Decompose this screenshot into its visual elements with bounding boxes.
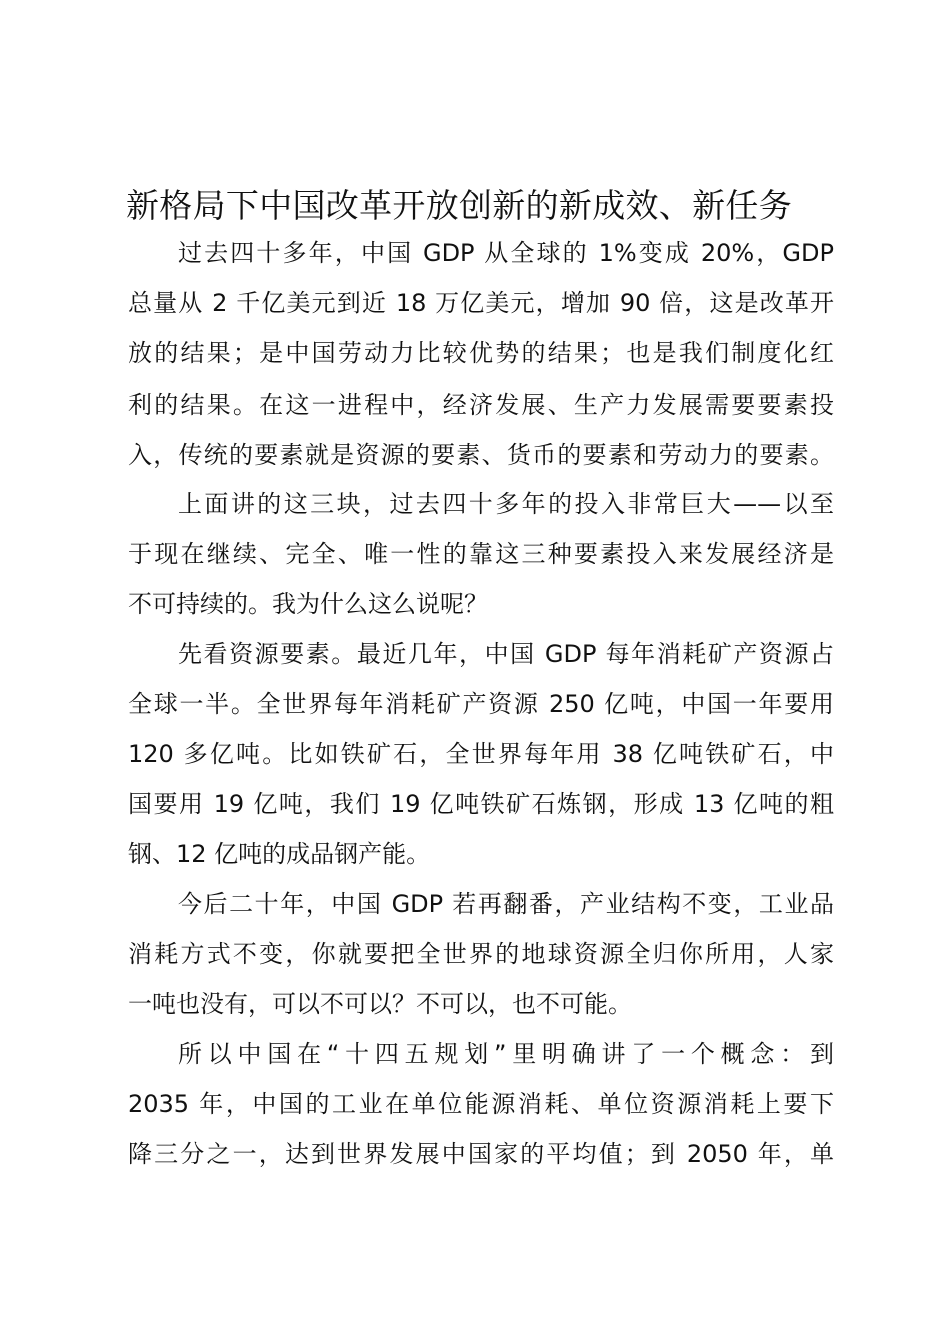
paragraph-line: 先看资源要素。最近几年，中国 GDP 每年消耗矿产资源占 xyxy=(178,640,834,668)
paragraph-line: 过去四十多年，中国 GDP 从全球的 1%变成 20%，GDP xyxy=(178,239,834,267)
paragraph-line: 利的结果。在这一进程中，经济发展、生产力发展需要要素投 xyxy=(128,391,834,419)
paragraph-line: 120 多亿吨。比如铁矿石，全世界每年用 38 亿吨铁矿石，中 xyxy=(128,740,834,768)
paragraph-line: 钢、12 亿吨的成品钢产能。 xyxy=(128,840,431,868)
paragraph-line: 国要用 19 亿吨，我们 19 亿吨铁矿石炼钢，形成 13 亿吨的粗 xyxy=(128,790,834,818)
paragraph-line: 2035 年，中国的工业在单位能源消耗、单位资源消耗上要下 xyxy=(128,1090,834,1118)
paragraph-line: 全球一半。全世界每年消耗矿产资源 250 亿吨，中国一年要用 xyxy=(128,690,834,718)
document-title: 新格局下中国改革开放创新的新成效、新任务 xyxy=(126,186,792,225)
paragraph-line: 所以中国在“十四五规划”里明确讲了一个概念：到 xyxy=(178,1040,834,1068)
paragraph-line: 今后二十年，中国 GDP 若再翻番，产业结构不变，工业品 xyxy=(178,890,834,918)
paragraph-line: 总量从 2 千亿美元到近 18 万亿美元，增加 90 倍，这是改革开 xyxy=(128,289,834,317)
paragraph-line: 上面讲的这三块，过去四十多年的投入非常巨大——以至 xyxy=(178,490,834,518)
paragraph-line: 一吨也没有，可以不可以？不可以，也不可能。 xyxy=(128,990,632,1018)
paragraph-line: 放的结果；是中国劳动力比较优势的结果；也是我们制度化红 xyxy=(128,339,834,367)
paragraph-line: 于现在继续、完全、唯一性的靠这三种要素投入来发展经济是 xyxy=(128,540,834,568)
paragraph-line: 降三分之一，达到世界发展中国家的平均值；到 2050 年，单 xyxy=(128,1140,834,1168)
paragraph-line: 消耗方式不变，你就要把全世界的地球资源全归你所用，人家 xyxy=(128,940,834,968)
paragraph-line: 不可持续的。我为什么这么说呢？ xyxy=(128,590,488,618)
paragraph-line: 入，传统的要素就是资源的要素、货币的要素和劳动力的要素。 xyxy=(128,441,834,469)
